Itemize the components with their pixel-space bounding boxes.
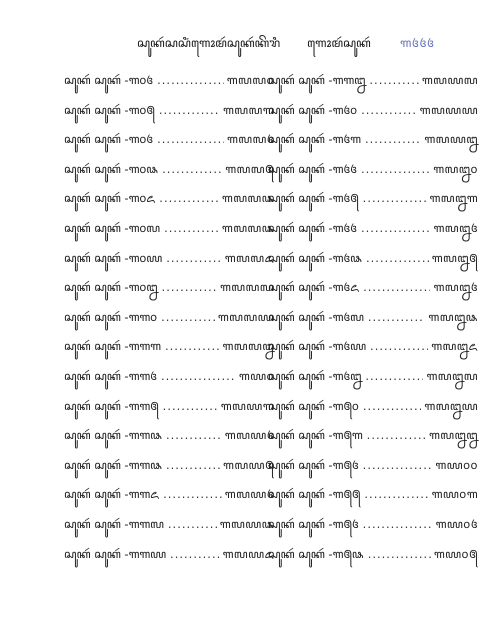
leader-dots — [163, 480, 222, 510]
index-entry — [268, 66, 478, 96]
index-entry — [64, 155, 274, 185]
index-column-left — [64, 66, 274, 569]
index-entry — [268, 96, 478, 126]
index-entry — [268, 392, 478, 422]
entry-page: ꧑꧗꧒꧑ — [429, 191, 478, 206]
index-entry — [64, 125, 274, 155]
entry-page: ꧑꧗꧒꧖ — [431, 339, 478, 354]
index-entry — [268, 510, 478, 540]
index-entry — [64, 510, 274, 540]
index-entry — [64, 303, 274, 333]
entry-page: ꧑꧗꧗꧙ — [217, 309, 274, 324]
entry-label: ꦱꦸꦏꦂ ꦱꦸꦏꦂ -꧑꧐꧕ — [64, 102, 155, 117]
index-entry — [64, 184, 274, 214]
entry-page: ꧑꧗꧗꧖ — [224, 250, 274, 265]
entry-label: ꦱꦸꦏꦂ ꦱꦸꦏꦂ -꧑꧑꧘ — [64, 457, 162, 472]
leader-dots — [368, 303, 426, 333]
entry-label: ꦱꦸꦏꦂ ꦱꦸꦏꦂ -꧑꧔꧐ — [268, 102, 358, 117]
index-column-right — [268, 66, 478, 569]
page-number: ꧑꧔꧔꧔ — [400, 36, 435, 50]
index-entry — [64, 66, 274, 96]
entry-label: ꦱꦸꦏꦂ ꦱꦸꦏꦂ -꧑꧕꧘ — [268, 546, 364, 561]
index-entry — [268, 540, 478, 570]
leader-dots — [363, 392, 421, 422]
entry-page: ꧑꧗꧒꧘ — [428, 309, 478, 324]
entry-label: ꦱꦸꦏꦂ ꦱꦸꦏꦂ -꧑꧔꧙ — [268, 339, 367, 354]
leader-dots — [363, 451, 433, 481]
leader-dots — [363, 273, 430, 303]
leader-dots — [162, 155, 222, 185]
entry-page: ꧑꧗꧙꧔ — [224, 487, 274, 502]
entry-label: ꦱꦸꦏꦂ ꦱꦸꦏꦂ -꧑꧔꧕ — [268, 191, 359, 206]
leader-dots — [166, 451, 220, 481]
index-entry — [268, 244, 478, 274]
entry-label: ꦱꦸꦏꦂ ꦱꦸꦏꦂ -꧑꧔꧒ — [268, 368, 362, 383]
entry-label: ꦱꦸꦏꦂ ꦱꦸꦏꦂ -꧑꧔꧔ — [268, 220, 357, 235]
leader-dots — [166, 421, 222, 451]
leader-dots — [365, 362, 423, 392]
entry-page: ꧑꧙꧐꧐ — [435, 457, 478, 472]
index-entry — [64, 362, 274, 392]
leader-dots — [159, 184, 219, 214]
leader-dots — [161, 362, 236, 392]
entry-page: ꧑꧗꧗꧐ — [226, 73, 274, 87]
entry-label: ꦱꦸꦏꦂ ꦱꦸꦏꦂ -꧑꧕꧐ — [268, 398, 359, 413]
leader-dots — [363, 510, 433, 540]
page-header — [0, 32, 494, 56]
index-entry — [64, 96, 274, 126]
leader-dots — [165, 332, 220, 362]
entry-label: ꦱꦸꦏꦂ ꦱꦸꦏꦂ -꧑꧑꧕ — [64, 398, 159, 413]
index-entry — [268, 125, 478, 155]
index-entry — [268, 214, 478, 244]
page-subtitle: ꦒꦺꦴꦩꦂꦱꦸꦏꦂ — [307, 36, 371, 50]
entry-label: ꦱꦸꦏꦂ ꦱꦸꦏꦂ -꧑꧑꧖ — [64, 487, 160, 502]
entry-page: ꧑꧙꧐꧕ — [433, 546, 478, 561]
entry-label: ꦱꦸꦏꦂ ꦱꦸꦏꦂ -꧑꧔꧘ — [268, 250, 362, 265]
entry-label: ꦱꦸꦏꦂ ꦱꦸꦏꦂ -꧑꧐꧘ — [64, 161, 159, 176]
leader-dots — [361, 214, 431, 244]
entry-page: ꧑꧗꧙꧕ — [223, 457, 274, 472]
leader-dots — [361, 155, 430, 185]
index-entry — [64, 214, 274, 244]
entry-label: ꦱꦸꦏꦂ ꦱꦸꦏꦂ -꧑꧐꧔ — [64, 73, 154, 87]
leader-dots — [364, 480, 428, 510]
leader-dots — [157, 66, 224, 96]
entry-label: ꦱꦸꦏꦂ ꦱꦸꦏꦂ -꧑꧕꧔ — [268, 457, 359, 472]
entry-label: ꦱꦸꦏꦂ ꦱꦸꦏꦂ -꧑꧑꧗ — [64, 516, 164, 531]
index-entry — [268, 421, 478, 451]
entry-label: ꦱꦸꦏꦂ ꦱꦸꦏꦂ -꧑꧐꧙ — [64, 250, 163, 265]
leader-dots — [164, 214, 219, 244]
entry-label: ꦱꦸꦏꦂ ꦱꦸꦏꦂ -꧑꧑꧔ — [64, 368, 157, 383]
leader-dots — [367, 421, 426, 451]
leader-dots — [163, 392, 218, 422]
entry-page: ꧑꧗꧗꧒ — [222, 339, 274, 354]
entry-label: ꦱꦸꦏꦂ ꦱꦸꦏꦂ -꧑꧐꧒ — [64, 280, 158, 295]
entry-page: ꧑꧗꧗꧕ — [225, 161, 274, 176]
entry-page: ꧑꧗꧒꧐ — [433, 161, 478, 176]
index-entry — [268, 451, 478, 481]
entry-label: ꦱꦸꦏꦂ ꦱꦸꦏꦂ -꧑꧐꧗ — [64, 220, 161, 235]
entry-label: ꦱꦸꦏꦂ ꦱꦸꦏꦂ -꧑꧑꧘ — [64, 428, 162, 443]
entry-page: ꧑꧗꧒꧔ — [433, 220, 478, 235]
leader-dots — [361, 96, 417, 126]
index-entry — [64, 273, 274, 303]
leader-dots — [170, 540, 220, 570]
index-entry — [268, 273, 478, 303]
leader-dots — [370, 332, 428, 362]
entry-label: ꦱꦸꦏꦂ ꦱꦸꦏꦂ -꧑꧑꧑ — [64, 339, 161, 354]
entry-label: ꦱꦸꦏꦂ ꦱꦸꦏꦂ -꧑꧕꧔ — [268, 516, 359, 531]
index-entry — [64, 540, 274, 570]
leader-dots — [157, 125, 224, 155]
index-entry — [64, 332, 274, 362]
entry-label: ꦱꦸꦏꦂ ꦱꦸꦏꦂ -꧑꧕꧕ — [268, 487, 361, 502]
entry-page: ꧑꧗꧙꧔ — [224, 428, 274, 443]
index-entry — [64, 451, 274, 481]
entry-page: ꧑꧗꧒꧔ — [433, 280, 478, 295]
entry-label: ꦱꦸꦏꦂ ꦱꦸꦏꦂ -꧑꧑꧙ — [64, 546, 167, 561]
entry-page: ꧑꧗꧙꧖ — [222, 546, 274, 561]
entry-page: ꧑꧗꧙꧗ — [421, 73, 478, 87]
index-entry — [64, 480, 274, 510]
leader-dots — [161, 303, 215, 333]
entry-page: ꧑꧙꧐꧑ — [431, 487, 478, 502]
leader-dots — [368, 540, 431, 570]
entry-label: ꦱꦸꦏꦂ ꦱꦸꦏꦂ -꧑꧔꧖ — [268, 280, 360, 295]
index-entry — [268, 303, 478, 333]
entry-page: ꧑꧗꧗꧑ — [222, 102, 274, 117]
entry-page: ꧑꧗꧙꧑ — [220, 398, 274, 413]
leader-dots — [369, 66, 418, 96]
entry-label: ꦱꦸꦏꦂ ꦱꦸꦏꦂ -꧑꧔꧗ — [268, 309, 364, 324]
leader-dots — [159, 96, 220, 126]
entry-label: ꦱꦸꦏꦂ ꦱꦸꦏꦂ -꧑꧐꧔ — [64, 132, 154, 147]
entry-page: ꧑꧗꧒꧒ — [428, 428, 478, 443]
leader-dots — [363, 184, 427, 214]
index-entry — [268, 480, 478, 510]
entry-label: ꦱꦸꦏꦂ ꦱꦸꦏꦂ -꧑꧔꧔ — [268, 161, 357, 176]
index-entry — [268, 184, 478, 214]
leader-dots — [168, 510, 217, 540]
leader-dots — [166, 244, 222, 274]
entry-label: ꦱꦸꦏꦂ ꦱꦸꦏꦂ -꧑꧔꧑ — [268, 132, 361, 147]
entry-page: ꧑꧗꧙꧘ — [219, 516, 274, 531]
entry-page: ꧑꧗꧙꧒ — [424, 132, 478, 147]
page-title: ꦱꦸꦏꦂꦱꦱꦶꦁꦒꦺꦴꦩꦂꦱꦸꦏꦂꦏꦼꦫꦶ — [137, 36, 281, 50]
entry-page: ꧑꧗꧒꧙ — [424, 398, 478, 413]
index-entry — [64, 244, 274, 274]
index-entry — [64, 392, 274, 422]
entry-label: ꦱꦸꦏꦂ ꦱꦸꦏꦂ -꧑꧑꧐ — [64, 309, 158, 324]
leader-dots — [365, 125, 421, 155]
index-entry — [268, 332, 478, 362]
leader-dots — [162, 273, 217, 303]
entry-page: ꧑꧗꧒꧗ — [426, 368, 478, 383]
entry-page: ꧑꧗꧗꧗ — [219, 280, 274, 295]
index-entry — [268, 362, 478, 392]
entry-page: ꧑꧗꧗꧘ — [221, 220, 274, 235]
entry-page: ꧑꧗꧗꧘ — [221, 191, 274, 206]
entry-label: ꦱꦸꦏꦂ ꦱꦸꦏꦂ -꧑꧐꧖ — [64, 191, 156, 206]
entry-page: ꧑꧗꧙꧙ — [419, 102, 478, 117]
index-entry — [64, 421, 274, 451]
entry-label: ꦱꦸꦏꦂ ꦱꦸꦏꦂ -꧑꧕꧑ — [268, 428, 363, 443]
leader-dots — [366, 244, 429, 274]
entry-page: ꧑꧗꧒꧕ — [431, 250, 478, 265]
entry-page: ꧑꧙꧐꧔ — [435, 516, 478, 531]
entry-page: ꧑꧗꧗꧔ — [226, 132, 274, 147]
index-entry — [268, 155, 478, 185]
entry-label: ꦱꦸꦏꦂ ꦱꦸꦏꦂ -꧑꧑꧒ — [268, 73, 366, 87]
entry-page: ꧑꧙꧐ — [238, 368, 274, 383]
